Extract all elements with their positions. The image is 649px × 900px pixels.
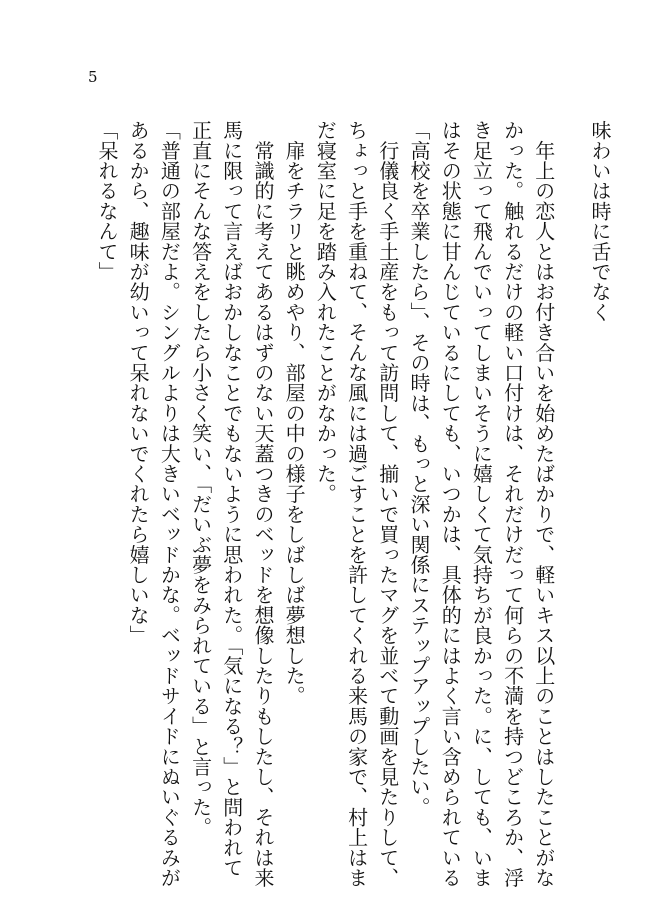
text-line: だ寝室に足を踏み入れたことがなかった。: [313, 120, 338, 504]
text-line: 扉をチラリと眺めやり、部屋の中の様子をしばしば夢想した。: [282, 120, 307, 706]
text-line: あるから、趣味が幼いって呆れないでくれたら嬉しいな」: [126, 120, 151, 646]
page-number: 5: [88, 68, 98, 86]
text-line: 行儀良く手土産をもって訪問して、揃いで買ったマグを並べて動画を見たりして、: [375, 120, 400, 888]
vertical-text-body: [91, 120, 615, 888]
text-line: はその状態に甘んじているにしても、いつかは、具体的にはよく言い含められている: [438, 120, 463, 888]
text-line: 馬に限って言えばおかしなことでもないように思われた。「気になる？」と問われて: [219, 120, 244, 878]
text-line: 「普通の部屋だよ。シングルよりは大きいベッドかな。ベッドサイドにぬいぐるみが: [157, 120, 182, 888]
text-line: 正直にそんな答えをしたら小さく笑い、「だいぶ夢をみられている」と言った。: [188, 120, 213, 838]
text-line: き足立って飛んでいってしまいそうに嬉しくて気持ちが良かった。に、しても、いま: [469, 120, 494, 888]
text-line: 「呆れるなんて」: [94, 120, 119, 282]
chapter-title: 味わいは時に舌でなく: [588, 120, 612, 322]
text-line: 常識的に考えてあるはずのない天蓋つきのベッドを想像したりもしたし、それは来: [250, 120, 275, 888]
text-line: ちょっと手を重ねて、そんな風には過ごすことを許してくれる来馬の家で、村上はま: [344, 120, 369, 888]
text-line: かった。触れるだけの軽い口付けは、それだけだって何らの不満を持つどころか、浮: [500, 120, 525, 888]
text-line: 「高校を卒業したら」、その時は、もっと深い関係にステップアップしたい。: [406, 120, 431, 817]
text-line: 年上の恋人とはお付き合いを始めたばかりで、軽いキス以上のことはしたことがな: [531, 120, 556, 888]
